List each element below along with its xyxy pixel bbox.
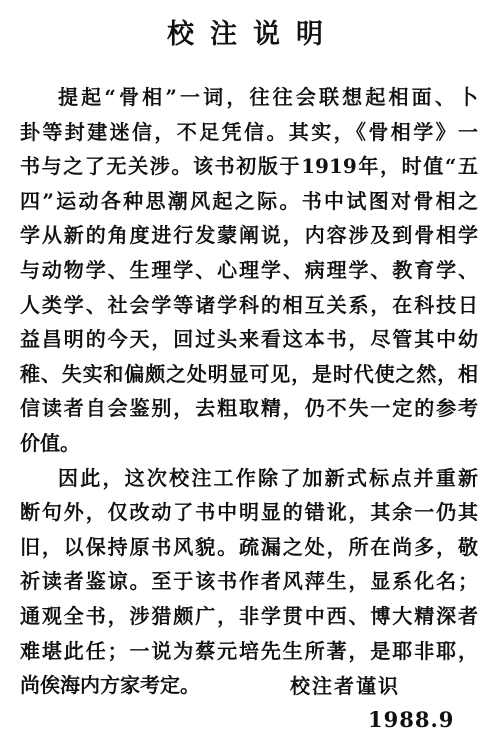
text-line: 因此，这次校注工作除了加新式标点并重新 xyxy=(58,465,478,490)
text-line: 益昌明的今天，回过头来看这本书，尽管其中幼 xyxy=(20,327,478,352)
text-line: 通观全书，涉猎颇广，非学贯中西、博大精深者 xyxy=(20,603,478,628)
text-line: 学从新的角度进行发蒙阐说，内容涉及到骨相学 xyxy=(20,223,478,248)
text-line: 提起“骨相”一词，往往会联想起相面、卜 xyxy=(58,85,478,109)
text-line: 四”运动各种思潮风起之际。书中试图对骨相之 xyxy=(20,188,478,213)
paragraph-2 xyxy=(20,461,478,703)
text-line: 尚俟海内方家考定。 xyxy=(20,673,200,698)
text-line: 难堪此任；一说为蔡元培先生所著，是耶非耶， xyxy=(20,638,478,663)
text-line: 旧，以保持原书风貌。疏漏之处，所在尚多，敬 xyxy=(20,534,478,559)
text-line: 人类学、社会学等诸学科的相互关系，在科技日 xyxy=(20,292,478,317)
text-line: 稚、失实和偏颇之处明显可见，是时代使之然，相 xyxy=(20,361,478,386)
text-line: 卦等封建迷信，不足凭信。其实，《骨相学》一 xyxy=(20,119,478,144)
date: 1988.9 xyxy=(368,707,455,732)
text-line: 信读者自会鉴别，去粗取精，仍不失一定的参考 xyxy=(20,396,478,421)
paragraph-1 xyxy=(20,80,478,461)
text-line: 断句外，仅改动了书中明显的错讹，其余一仍其 xyxy=(20,500,478,525)
text-line: 价值。 xyxy=(20,430,80,455)
signature: 校注者谨识 xyxy=(290,674,400,698)
text-line: 与动物学、生理学、心理学、病理学、教育学、 xyxy=(20,257,478,282)
text-line: 书与之了无关涉。该书初版于1919年，时值“五 xyxy=(20,154,478,179)
body-text xyxy=(20,80,478,703)
page-title: 校注说明 xyxy=(167,19,339,50)
text-line: 祈读者鉴谅。至于该书作者风萍生，显系化名； xyxy=(20,569,478,594)
